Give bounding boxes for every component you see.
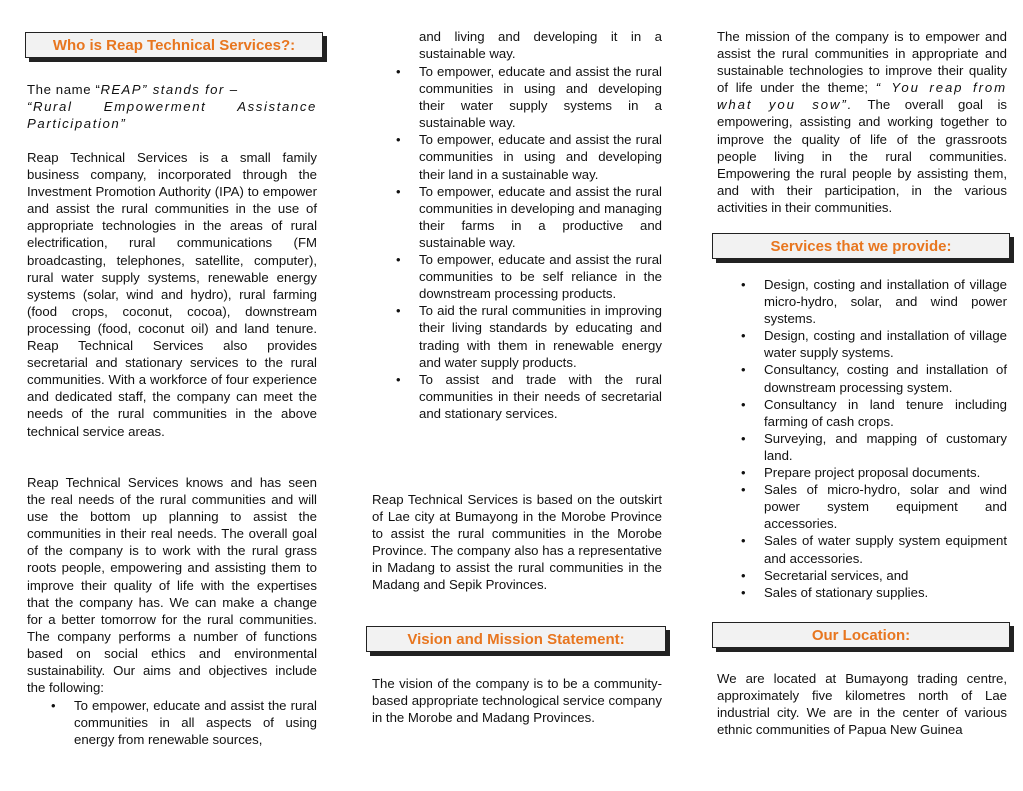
service-item: • Prepare project proposal documents.	[764, 464, 1007, 481]
service-item: • Design, costing and installation of village water supply systems.	[764, 327, 1007, 361]
objective-item: • To empower, educate and assist the rural communities in all aspects of using energy from renewable sources,	[74, 697, 317, 748]
reap-name-line	[27, 81, 317, 98]
objective-continuation: and living and developing it in a sustainable way.	[419, 29, 662, 62]
service-item: • Design, costing and installation of village micro-hydro, solar, and wind power systems.	[764, 276, 1007, 327]
vision-paragraph: The vision of the company is to be a community-based appropriate technological service company in the Morobe and Madang Provinces.	[372, 676, 662, 726]
service-item: • Consultancy, costing and installation of downstream processing system.	[764, 361, 1007, 395]
objective-item: • To empower, educate and assist the rural communities in using and developing their water supply systems in a sustainable way.	[419, 63, 662, 131]
service-item: • Sales of micro-hydro, solar and wind power system equipment and accessories.	[764, 481, 1007, 532]
heading-our-location: Our Location:	[712, 622, 1010, 648]
objective-item: • To empower, educate and assist the rural communities in developing and managing their farms in a productive and sustainable way.	[419, 183, 662, 251]
objective-item: • To aid the rural communities in improving their living standards by educating and trading with them in renewable energy and water supply products.	[419, 302, 662, 370]
service-item: • Surveying, and mapping of customary land.	[764, 430, 1007, 464]
mission-text-b: The overall goal is empowering, assisting and working together to improve the quality of life of the grassroots people living in the rural communities. Empowering the rural people by assisting them, and with their participation, in the various activities in their communities.	[717, 97, 1007, 215]
service-item: • Sales of stationary supplies.	[764, 584, 1007, 601]
objective-item: • To empower, educate and assist the rural communities to be self reliance in the downstream processing products.	[419, 251, 662, 302]
our-location-paragraph: We are located at Bumayong trading centre, approximately five kilometres north of Lae industrial city. We are in the center of various ethnic communities of Papua New Guinea	[717, 671, 1007, 738]
service-item: • Consultancy in land tenure including farming of cash crops.	[764, 396, 1007, 430]
needs-paragraph: Reap Technical Services knows and has seen the real needs of the rural communities and will use the bottom up planning to assist the communities in their real needs. The overall goal of the company is to work with the rural grass roots people, empowering and assisting them to improve their quality of life with the expertises that the company has. We can make a change for a better tomorrow for the rural communities. The company performs a number of functions based on social ethics and environmental sustainability. Our aims and objectives include the following:	[27, 475, 317, 696]
objectives-list	[419, 63, 662, 422]
heading-services: Services that we provide:	[712, 233, 1010, 259]
service-item: • Secretarial services, and	[764, 567, 1007, 584]
intro-paragraph: Reap Technical Services is a small family business company, incorporated through the Investment Promotion Authority (IPA) to empower and assist the rural communities in the use of appropriate technologies in the areas of rural electrification, rural communications (FM broadcasting, telephones, satellite, computer), rural water supply systems, renewable energy systems (solar, wind and hydro), rural farming (food crops, coconut, cocoa), downstream processing (food, coconut oil) and land tenure. Reap Technical Services also provides secretarial and stationary services to the rural communities. With a workforce of four experience and dedicated staff, the company can meet the needs of the rural communities in the above technical service areas.	[27, 150, 317, 439]
mission-theme: “ You reap from what you sow”.	[717, 80, 1007, 113]
reap-name-ital: REAP” stands for –	[100, 82, 239, 97]
mission-text-a: The mission of the company is to empower and assist the rural communities in appropriate and sustainable technologies to improve their quality of life under the theme;	[717, 29, 1007, 96]
reap-name-prefix: The name “	[27, 82, 101, 97]
location-paragraph: Reap Technical Services is based on the outskirt of Lae city at Bumayong in the Morobe Province to assist the rural communities in the Morobe Province. The company also has a representative in Madang to assist the rural communities in the Madang and Sepik Provinces.	[372, 492, 662, 593]
objective-item: • To assist and trade with the rural communities in their needs of secretarial and stationary services.	[419, 371, 662, 422]
service-item: • Sales of water supply system equipment and accessories.	[764, 532, 1007, 566]
objectives-list-start	[74, 697, 317, 748]
services-list	[764, 276, 1007, 601]
heading-who-is-reap: Who is Reap Technical Services?:	[25, 32, 323, 58]
mission-paragraph	[717, 28, 1007, 216]
reap-name-meaning: “Rural Empowerment Assistance Participation”	[27, 99, 317, 132]
heading-vision-mission: Vision and Mission Statement:	[366, 626, 666, 652]
objective-item: • To empower, educate and assist the rural communities in using and developing their land in a sustainable way.	[419, 131, 662, 182]
